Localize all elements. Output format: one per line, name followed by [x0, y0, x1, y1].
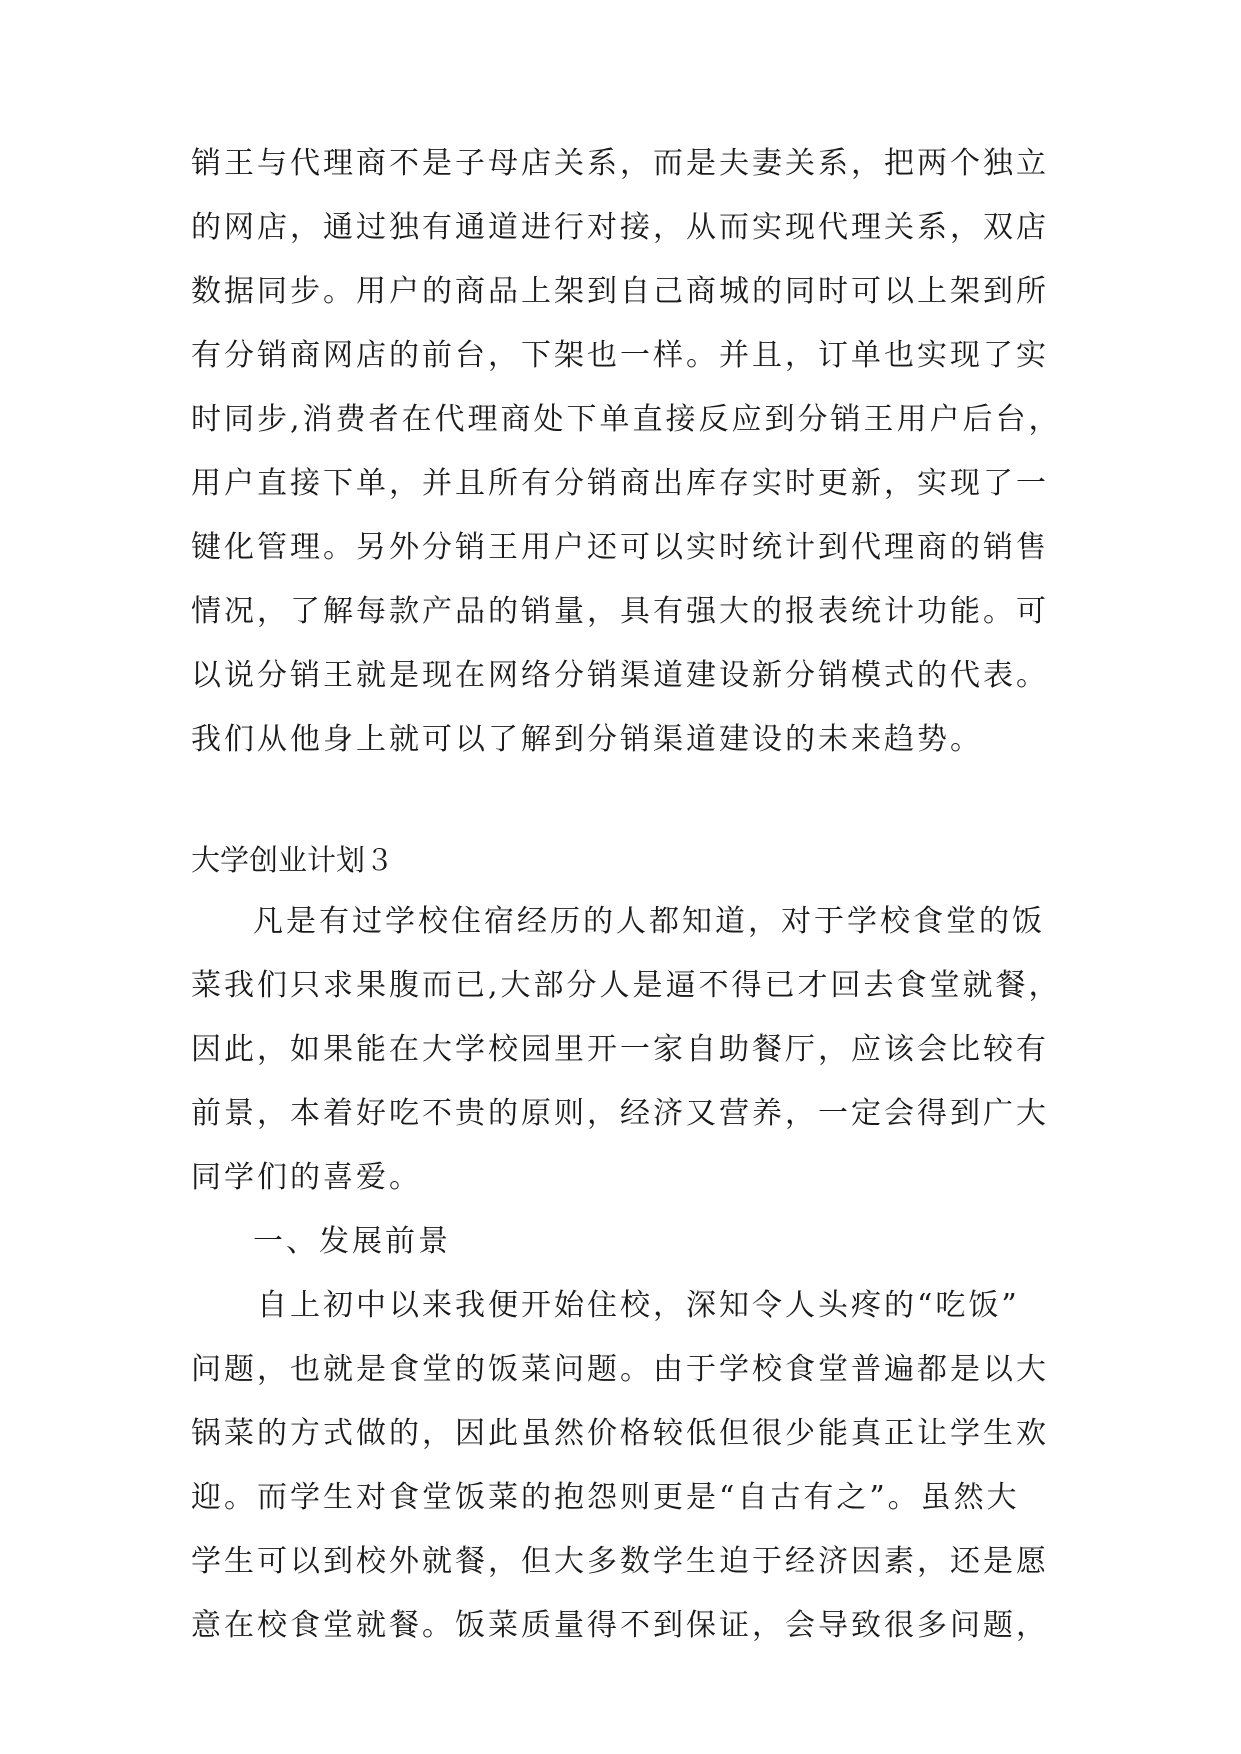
text-line: 菜我们只求果腹而已,大部分人是逼不得已才回去食堂就餐， — [191, 968, 1062, 1003]
text-line: 问题，也就是食堂的饭菜问题。由于学校食堂普遍都是以大 — [191, 1352, 1049, 1387]
text-line: 情况，了解每款产品的销量，具有强大的报表统计功能。可 — [191, 594, 1049, 629]
text-line: 销王与代理商不是子母店关系，而是夫妻关系，把两个独立 — [191, 146, 1049, 181]
text-line: 有分销商网店的前台，下架也一样。并且，订单也实现了实 — [191, 338, 1049, 373]
text-line: 前景，本着好吃不贵的原则，经济又营养，一定会得到广大 — [191, 1096, 1049, 1131]
section-title: 大学创业计划３ — [191, 843, 395, 877]
text-line: 以说分销王就是现在网络分销渠道建设新分销模式的代表。 — [191, 658, 1049, 693]
text-line: 的网店，通过独有通道进行对接，从而实现代理关系，双店 — [191, 210, 1049, 245]
text-line: 迎。而学生对食堂饭菜的抱怨则更是“自古有之”。虽然大 — [191, 1480, 1020, 1515]
text-line: 我们从他身上就可以了解到分销渠道建设的未来趋势。 — [191, 722, 983, 757]
text-line: 用户直接下单，并且所有分销商出库存实时更新，实现了一 — [191, 466, 1049, 501]
text-line: 学生可以到校外就餐，但大多数学生迫于经济因素，还是愿 — [191, 1544, 1049, 1579]
text-line: 因此，如果能在大学校园里开一家自助餐厅，应该会比较有 — [191, 1032, 1049, 1067]
text-line: 键化管理。另外分销王用户还可以实时统计到代理商的销售 — [191, 530, 1049, 565]
text-line: 锅菜的方式做的，因此虽然价格较低但很少能真正让学生欢 — [191, 1416, 1049, 1451]
text-line: 自上初中以来我便开始住校，深知令人头疼的“吃饭” — [257, 1288, 1020, 1323]
text-line: 凡是有过学校住宿经历的人都知道，对于学校食堂的饭 — [253, 904, 1045, 939]
text-line: 数据同步。用户的商品上架到自己商城的同时可以上架到所 — [191, 274, 1049, 309]
text-line: 时同步,消费者在代理商处下单直接反应到分销王用户后台， — [191, 402, 1062, 437]
subheading: 一、发展前景 — [253, 1224, 451, 1259]
text-line: 同学们的喜爱。 — [191, 1160, 422, 1195]
text-line: 意在校食堂就餐。饭菜质量得不到保证，会导致很多问题， — [191, 1608, 1049, 1643]
